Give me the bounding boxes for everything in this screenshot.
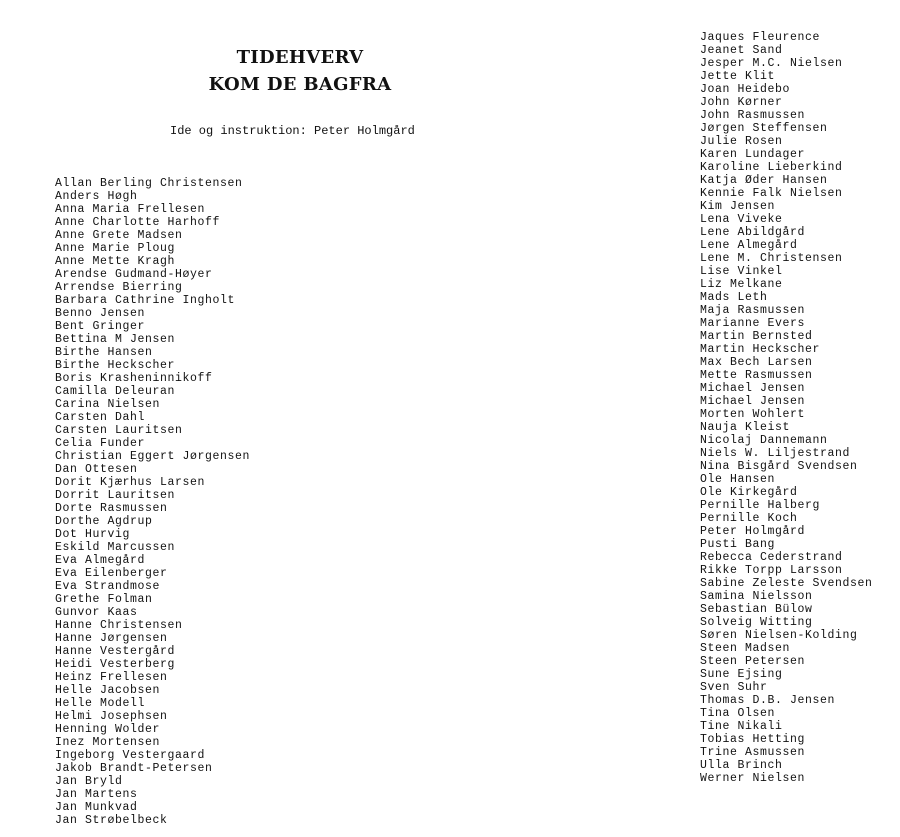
name-entry: Dot Hurvig [55,528,131,541]
name-entry: Kennie Falk Nielsen [700,187,843,200]
name-entry: Nina Bisgård Svendsen [700,460,858,473]
name-entry: Thomas D.B. Jensen [700,694,836,707]
name-entry: Sune Ejsing [700,668,783,681]
name-entry: Jan Martens [55,788,138,801]
name-entry: John Rasmussen [700,109,806,122]
name-entry: Carina Nielsen [55,398,161,411]
title-line-1: TIDEHVERV [236,47,364,68]
title-line-2: KOM DE BAGFRA [208,74,392,95]
name-entry: Tine Nikali [700,720,783,733]
name-entry: Steen Madsen [700,642,791,655]
name-entry: Ingeborg Vestergaard [55,749,206,762]
name-entry: Camilla Deleuran [55,385,176,398]
name-entry: Carsten Lauritsen [55,424,183,437]
name-entry: Karoline Lieberkind [700,161,843,174]
names-list-left [55,177,250,827]
name-entry: Gunvor Kaas [55,606,138,619]
name-entry: Tobias Hetting [700,733,806,746]
name-entry: Eva Eilenberger [55,567,168,580]
name-entry: Jette Klit [700,70,776,83]
name-entry: Lise Vinkel [700,265,783,278]
name-entry: Marianne Evers [700,317,806,330]
name-entry: Dorit Kjærhus Larsen [55,476,206,489]
name-entry: John Kørner [700,96,783,109]
name-entry: Sebastian Bülow [700,603,813,616]
name-entry: Eva Almegård [55,554,146,567]
name-entry: Anna Maria Frellesen [55,203,206,216]
name-entry: Helle Modell [55,697,146,710]
name-entry: Anne Charlotte Harhoff [55,216,221,229]
name-entry: Bent Gringer [55,320,146,333]
names-list-right [700,31,873,785]
name-entry: Allan Berling Christensen [55,177,243,190]
name-entry: Jakob Brandt-Petersen [55,762,213,775]
name-entry: Mads Leth [700,291,768,304]
name-entry: Martin Heckscher [700,343,821,356]
name-entry: Samina Nielsson [700,590,813,603]
name-entry: Hanne Vestergård [55,645,176,658]
name-entry: Sven Suhr [700,681,768,694]
name-entry: Jaques Fleurence [700,31,821,44]
name-entry: Anne Grete Madsen [55,229,183,242]
name-entry: Max Bech Larsen [700,356,813,369]
name-entry: Boris Krasheninnikoff [55,372,213,385]
name-entry: Barbara Cathrine Ingholt [55,294,236,307]
name-entry: Karen Lundager [700,148,806,161]
name-entry: Jørgen Steffensen [700,122,828,135]
name-entry: Dan Ottesen [55,463,138,476]
name-entry: Michael Jensen [700,382,806,395]
name-entry: Tina Olsen [700,707,776,720]
name-entry: Peter Holmgård [700,525,806,538]
name-entry: Bettina M Jensen [55,333,176,346]
name-entry: Lene M. Christensen [700,252,843,265]
name-entry: Anne Mette Kragh [55,255,176,268]
name-entry: Inez Mortensen [55,736,161,749]
name-entry: Nicolaj Dannemann [700,434,828,447]
name-entry: Mette Rasmussen [700,369,813,382]
name-entry: Julie Rosen [700,135,783,148]
name-entry: Ulla Brinch [700,759,783,772]
name-entry: Birthe Hansen [55,346,153,359]
name-entry: Helmi Josephsen [55,710,168,723]
name-entry: Heidi Vesterberg [55,658,176,671]
name-entry: Celia Funder [55,437,146,450]
name-entry: Steen Petersen [700,655,806,668]
name-entry: Carsten Dahl [55,411,146,424]
name-entry: Jesper M.C. Nielsen [700,57,843,70]
name-entry: Ole Hansen [700,473,776,486]
name-entry: Birthe Heckscher [55,359,176,372]
name-entry: Eskild Marcussen [55,541,176,554]
name-entry: Dorrit Lauritsen [55,489,176,502]
name-entry: Anders Høgh [55,190,138,203]
name-entry: Trine Asmussen [700,746,806,759]
name-entry: Niels W. Liljestrand [700,447,851,460]
name-entry: Christian Eggert Jørgensen [55,450,251,463]
name-entry: Lene Almegård [700,239,798,252]
name-entry: Jan Strøbelbeck [55,814,168,827]
name-entry: Rikke Torpp Larsson [700,564,843,577]
credit-line: Ide og instruktion: Peter Holmgård [170,124,415,138]
name-entry: Maja Rasmussen [700,304,806,317]
name-entry: Benno Jensen [55,307,146,320]
name-entry: Arendse Gudmand-Høyer [55,268,213,281]
name-entry: Solveig Witting [700,616,813,629]
name-entry: Helle Jacobsen [55,684,161,697]
name-entry: Liz Melkane [700,278,783,291]
name-entry: Heinz Frellesen [55,671,168,684]
name-entry: Anne Marie Ploug [55,242,176,255]
name-entry: Joan Heidebo [700,83,791,96]
name-entry: Lena Viveke [700,213,783,226]
name-entry: Jan Munkvad [55,801,138,814]
name-entry: Grethe Folman [55,593,153,606]
name-entry: Ole Kirkegård [700,486,798,499]
name-entry: Morten Wohlert [700,408,806,421]
name-entry: Jeanet Sand [700,44,783,57]
name-entry: Pernille Koch [700,512,798,525]
name-entry: Eva Strandmose [55,580,161,593]
name-entry: Hanne Christensen [55,619,183,632]
name-entry: Pernille Halberg [700,499,821,512]
name-entry: Nauja Kleist [700,421,791,434]
name-entry: Søren Nielsen-Kolding [700,629,858,642]
name-entry: Jan Bryld [55,775,123,788]
name-entry: Arrendse Bierring [55,281,183,294]
name-entry: Lene Abildgård [700,226,806,239]
name-entry: Henning Wolder [55,723,161,736]
name-entry: Martin Bernsted [700,330,813,343]
name-entry: Pusti Bang [700,538,776,551]
name-entry: Dorte Rasmussen [55,502,168,515]
name-entry: Sabine Zeleste Svendsen [700,577,873,590]
name-entry: Michael Jensen [700,395,806,408]
name-entry: Rebecca Cederstrand [700,551,843,564]
name-entry: Werner Nielsen [700,772,806,785]
name-entry: Hanne Jørgensen [55,632,168,645]
name-entry: Katja Øder Hansen [700,174,828,187]
name-entry: Dorthe Agdrup [55,515,153,528]
name-entry: Kim Jensen [700,200,776,213]
